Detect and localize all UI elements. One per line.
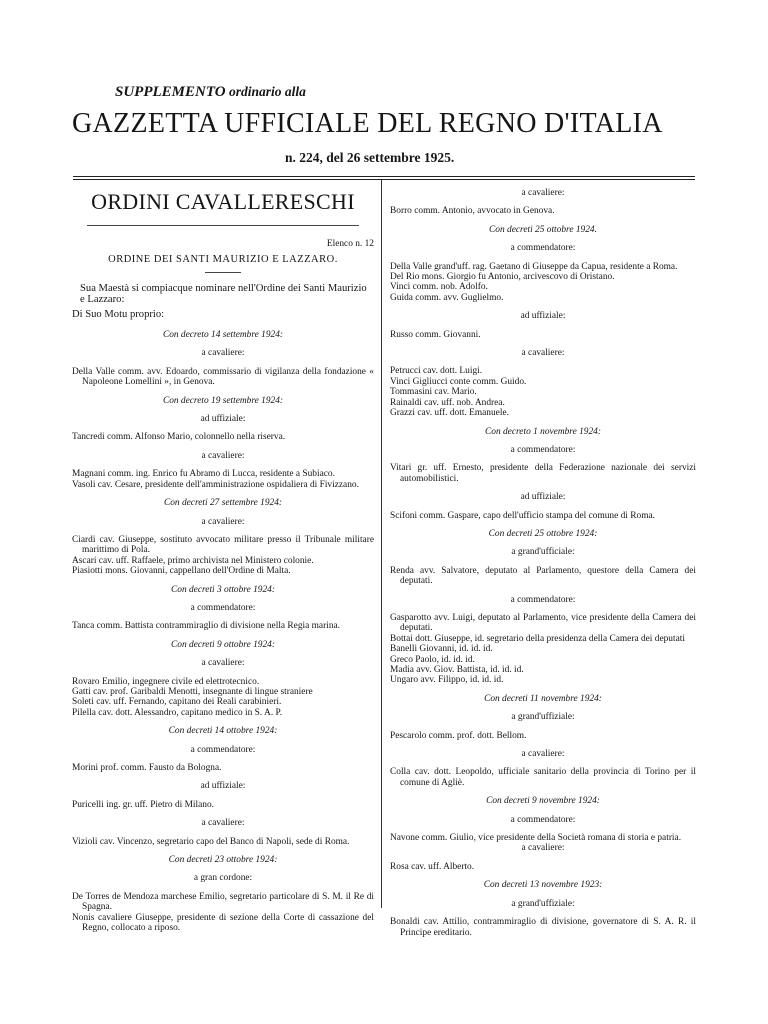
nominee-entry: Tommasini cav. Mario. [390,387,477,398]
nominee-entry: Rovaro Emilio, ingegnere civile ed elettrotecnico. [72,676,260,687]
nominee-entry: Rosa cav. uff. Alberto. [390,861,475,872]
nominee-entry: Grazzi cav. uff. dott. Emanuele. [390,408,509,419]
order-name: ORDINE DEI SANTI MAURIZIO E LAZZARO. [108,254,338,266]
nominee-entry: Nonis cavaliere Giuseppe, presidente di sezione della Corte di cassazione del Regno, collocato a riposo. [72,912,374,934]
nominee-entry: Della Valle comm. avv. Edoardo, commissario di vigilanza della fondazione « Napoleone Lomellini », in Genova. [72,366,374,388]
nominee-entry: Bottai dott. Giuseppe, id. segretario della presidenza della Camera dei deputati [390,633,685,644]
nominee-entry: Borro comm. Antonio, avvocato in Genova. [390,206,555,217]
rank-heading: a cavaliere: [201,818,245,829]
nominee-entry: Piasiotti mons. Giovanni, cappellano dell'Ordine di Malta. [72,566,291,577]
nominee-entry: Gasparotto avv. Luigi, deputato al Parlamento, vice presidente della Camera dei deputati. [390,612,696,634]
rank-heading: a commendatore: [190,744,256,755]
nominee-entry: Ungaro avv. Filippo, id. id. id. [390,675,504,686]
rank-heading: ad uffiziale: [200,414,246,425]
decree-heading: Con decreti 3 ottobre 1924: [171,584,275,595]
rank-heading: a commendatore: [190,602,256,613]
rank-heading: a commendatore: [510,243,576,254]
nominee-entry: Ascari cav. uff. Raffaele, primo archivista nel Ministero colonie. [72,555,314,566]
rank-heading: a cavaliere: [201,516,245,527]
rank-heading: a cavaliere: [201,658,245,669]
decree-heading: Con decreti 27 settembre 1924: [163,498,283,509]
decree-heading: Con decreti 14 ottobre 1924: [168,726,278,737]
decree-heading: Con decreti 23 ottobre 1924: [168,855,278,866]
rank-heading: a grand'ufficiale: [511,547,575,558]
left-column [72,188,374,933]
nominee-entry: Navone comm. Giulio, vice presidente della Società romana di storia e patria. [390,833,682,844]
rank-heading: a cavaliere: [521,843,565,854]
nominee-entry: Bonaldi cav. Attilio, contrammiraglio di divisione, governatore di S. A. R. il Principe ereditario. [390,917,696,938]
nominee-entry: Colla cav. dott. Leopoldo, ufficiale sanitario della provincia di Torino per il comune di Agliè. [390,767,696,788]
nominee-entry: Soleti cav. uff. Fernando, capitano dei Reali carabinieri. [72,697,282,708]
section-title: ORDINI CAVALLERESCHI [91,189,355,214]
nominee-entry: Rainaldi cav. uff. nob. Andrea. [390,397,505,408]
issue-number: n. 224, del 26 settembre 1925. [285,150,455,165]
rank-heading: a grand'uffiziale: [511,712,575,723]
gazette-title: GAZZETTA UFFICIALE DEL REGNO D'ITALIA [72,108,663,139]
rank-heading: a cavaliere: [521,749,565,760]
nominee-entry: Tancredi comm. Alfonso Mario, colonnello nella riserva. [72,432,286,443]
rank-heading: a grand'uffiziale: [511,898,575,909]
nominee-entry: De Torres de Mendoza marchese Emilio, segretario particolare di S. M. il Re di Spagna. [72,891,374,913]
supplement-rest: ordinario alla [228,84,306,99]
nominee-entry: Vitari gr. uff. Ernesto, presidente della Federazione nazionale dei servizi automobilistici. [390,463,696,484]
rank-heading: a commendatore: [510,444,576,455]
supplement-line [115,84,306,101]
intro-text: Sua Maestà si compiacque nominare nell'Ordine dei Santi Maurizio e Lazzaro: [80,282,367,306]
decree-heading: Con decreto 14 settembre 1924: [162,330,284,341]
nominee-entry: Petrucci cav. dott. Luigi. [390,366,483,377]
nominee-entry: Vasoli cav. Cesare, presidente dell'amministrazione ospidaliera di Fivizzano. [72,479,359,490]
rank-heading: a gran cordone: [193,873,253,884]
nominee-entry: Vinci Gigliucci conte comm. Guido. [390,376,527,387]
decree-heading: Con decreto 1 novembre 1924: [485,426,601,437]
nominee-entry: Scifoni comm. Gaspare, capo dell'ufficio stampa del comune di Roma. [390,510,655,521]
header-rule-bottom [73,179,695,180]
nominee-entry: Magnani comm. ing. Enrico fu Abramo di Lucca, residente a Subiaco. [72,469,335,480]
nominee-entry: Tanca comm. Battista contrammiraglio di divisione nella Regia marina. [72,621,341,632]
order-rule [205,272,241,273]
nominee-entry: Banelli Giovanni, id. id. id. [390,644,493,655]
nominee-entry: Greco Paolo, id. id. id. [390,654,475,665]
motu-proprio: Di Suo Motu proprio: [72,308,165,320]
rank-heading: a cavaliere: [201,348,245,359]
rank-heading: ad uffiziale: [200,781,246,792]
header-rule-top [73,176,695,177]
nominee-entry: Pescarolo comm. prof. dott. Bellom. [390,730,527,741]
decree-heading: Con decreti 11 novembre 1924: [484,693,602,704]
nominee-entry: Pilella cav. dott. Alessandro, capitano medico in S. A. P. [72,707,283,718]
decree-heading: Con decreti 25 ottobre 1924. [489,224,597,235]
nominee-entry: Morini prof. comm. Fausto da Bologna. [72,763,222,773]
nominee-entry: Madia avv. Giov. Battista, id. id. id. [390,665,524,675]
nominee-entry: Russo comm. Giovanni. [390,329,481,340]
column-divider [381,180,382,908]
section-rule [87,225,359,226]
rank-heading: a cavaliere: [201,450,245,461]
nominee-entry: Puricelli ing. gr. uff. Pietro di Milano. [72,799,215,810]
nominee-entry: Renda avv. Salvatore, deputato al Parlamento, questore della Camera dei deputati. [390,565,696,587]
decree-heading: Con decreti 9 ottobre 1924: [171,639,275,650]
decree-heading: Con decreti 9 novembre 1924: [486,796,600,807]
rank-heading: a cavaliere: [521,188,565,198]
supplement-label: SUPPLEMENTO [115,84,226,100]
rank-heading: a commendatore: [510,814,576,825]
nominee-entry: Gatti cav. prof. Garibaldi Menotti, insegnante di lingue straniere [72,686,313,697]
nominee-entry: Vizioli cav. Vincenzo, segretario capo del Banco di Napoli, sede di Roma. [72,836,350,847]
decree-heading: Con decreti 25 ottobre 1924: [488,528,598,539]
nominee-entry: Del Rio mons. Giorgio fu Antonio, arcivescovo di Oristano. [390,272,615,283]
right-column [390,188,696,938]
rank-heading: a commendatore: [510,594,576,605]
rank-heading: a cavaliere: [521,348,565,359]
nominee-entry: Guida comm. avv. Guglielmo. [390,292,504,303]
rank-heading: ad uffiziale: [520,311,566,322]
nominee-entry: Vinci comm. nob. Adolfo. [390,282,488,293]
decree-heading: Con decreti 13 novembre 1923: [483,880,603,891]
nominee-entry: Della Valle grand'uff. rag. Gaetano di Giuseppe da Capua, residente a Roma. [390,261,678,272]
elenco-number: Elenco n. 12 [326,239,374,249]
rank-heading: ad uffiziale: [520,492,566,503]
decree-heading: Con decreto 19 settembre 1924: [162,395,284,406]
nominee-entry: Ciardi cav. Giuseppe, sostituto avvocato militare presso il Tribunale militare marittimo di Pola. [72,534,374,556]
